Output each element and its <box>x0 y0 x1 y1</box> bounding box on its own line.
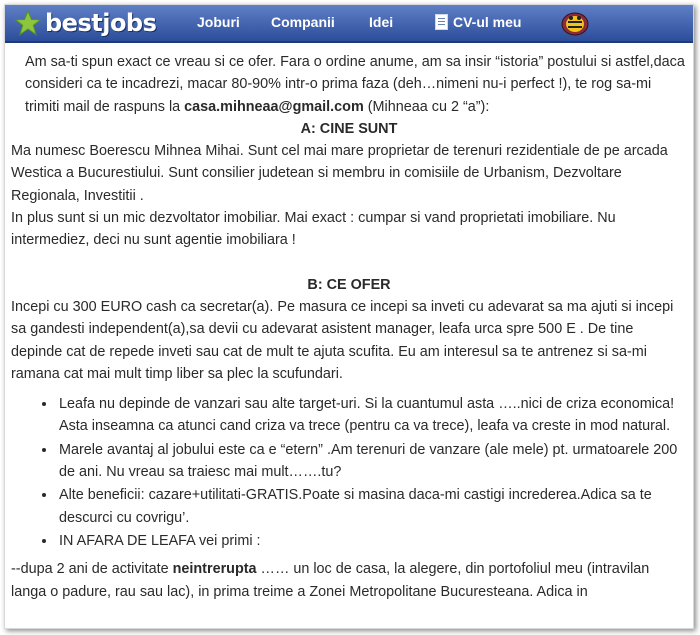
contact-email-link[interactable]: casa.mihneaa@gmail.com <box>184 98 364 115</box>
bee-mascot-icon[interactable] <box>557 9 593 37</box>
paragraph-last <box>11 558 687 603</box>
last-text-1: --dupa 2 ani de activitate <box>11 561 173 578</box>
job-post-body <box>11 51 687 603</box>
paragraph-a2: In plus sunt si un mic dezvoltator imobiliar. Mai exact : cumpar si vand proprietati imobiliare. Nu intermediez, deci nu sunt agentie imobiliara ! <box>11 210 616 249</box>
bestjobs-logo[interactable] <box>15 8 156 38</box>
heading-cine-sunt: A: CINE SUNT <box>300 120 398 137</box>
intro-paragraph <box>11 51 687 118</box>
list-item: • Marele avantaj al jobului este ca e “etern” .Am terenuri de vanzare (ale mele) pt. urmatoarele 200 de ani. Nu vreau sa traiesc mai mult…….tu? <box>57 439 687 484</box>
heading-ce-ofer: B: CE OFER <box>307 276 391 293</box>
top-navbar <box>5 5 693 43</box>
last-text-2: …… un loc de casa, la alegere, din portofoliul meu (intravilan langa o padure, rau sau lac), in prima treime a Zonei Metropolitane Bucuresteana. Adica in <box>11 561 650 600</box>
list-item: • IN AFARA DE LEAFA vei primi : <box>57 530 687 552</box>
intro-text-2: (Mihneaa cu 2 “a”): <box>363 98 490 115</box>
nav-item-idei[interactable]: Idei <box>369 14 394 30</box>
screenshot-frame <box>4 4 694 629</box>
nav-item-companii[interactable]: Companii <box>271 14 335 30</box>
nav-item-joburi[interactable]: Joburi <box>197 14 240 30</box>
benefits-list <box>11 393 687 552</box>
paragraph-a1: Ma numesc Boerescu Mihnea Mihai. Sunt cel mai mare proprietar de terenuri rezidentiale de pe arcada Westica a Bucurestiului. Sunt consilier judetean si membru in comisiile de Urbanism, Dezvoltare Regionala, Investitii . <box>11 143 668 204</box>
nav-item-cv-ul-meu[interactable]: CV-ul meu <box>453 14 522 30</box>
intro-text-1: Am sa-ti spun exact ce vreau si ce ofer. Fara o ordine anume, am sa insir “istoria” postului si astfel,daca consideri ca te incadrezi, macar 80-90% intr-o prima faza (deh…nimeni nu-i perfect !), te rog sa-mi trimiti mail de raspuns la <box>25 54 685 115</box>
document-icon <box>435 14 448 30</box>
last-text-bold: neintrerupta <box>172 561 257 578</box>
paragraph-b1: Incepi cu 300 EURO cash ca secretar(a). Pe masura ce incepi sa inveti cu adevarat sa ma ajuti si incepi sa gandesti independent(a),sa devii cu adevarat asistent manager, leafa urca spre 500 E . De tine depinde cat de repede inveti sau cat de mult te ajuta scufita. Eu am interesul sa te antrenez si sa-mi ramana cat mai mult timp liber sa plec la scufundari. <box>11 298 674 382</box>
list-item: • Leafa nu depinde de vanzari sau alte target-uri. Si la cuantumul asta …..nici de criza economica! Asta inseamna ca atunci cand criza va trece (pentru ca va trece), leafa va creste in mod natural. <box>57 393 687 438</box>
logo-text: bestjobs <box>45 9 157 37</box>
star-icon <box>15 10 41 36</box>
list-item: • Alte beneficii: cazare+utilitati-GRATIS.Poate si masina daca-mi castigi increderea.Adica sa te descurci cu covrigu’. <box>57 484 687 529</box>
